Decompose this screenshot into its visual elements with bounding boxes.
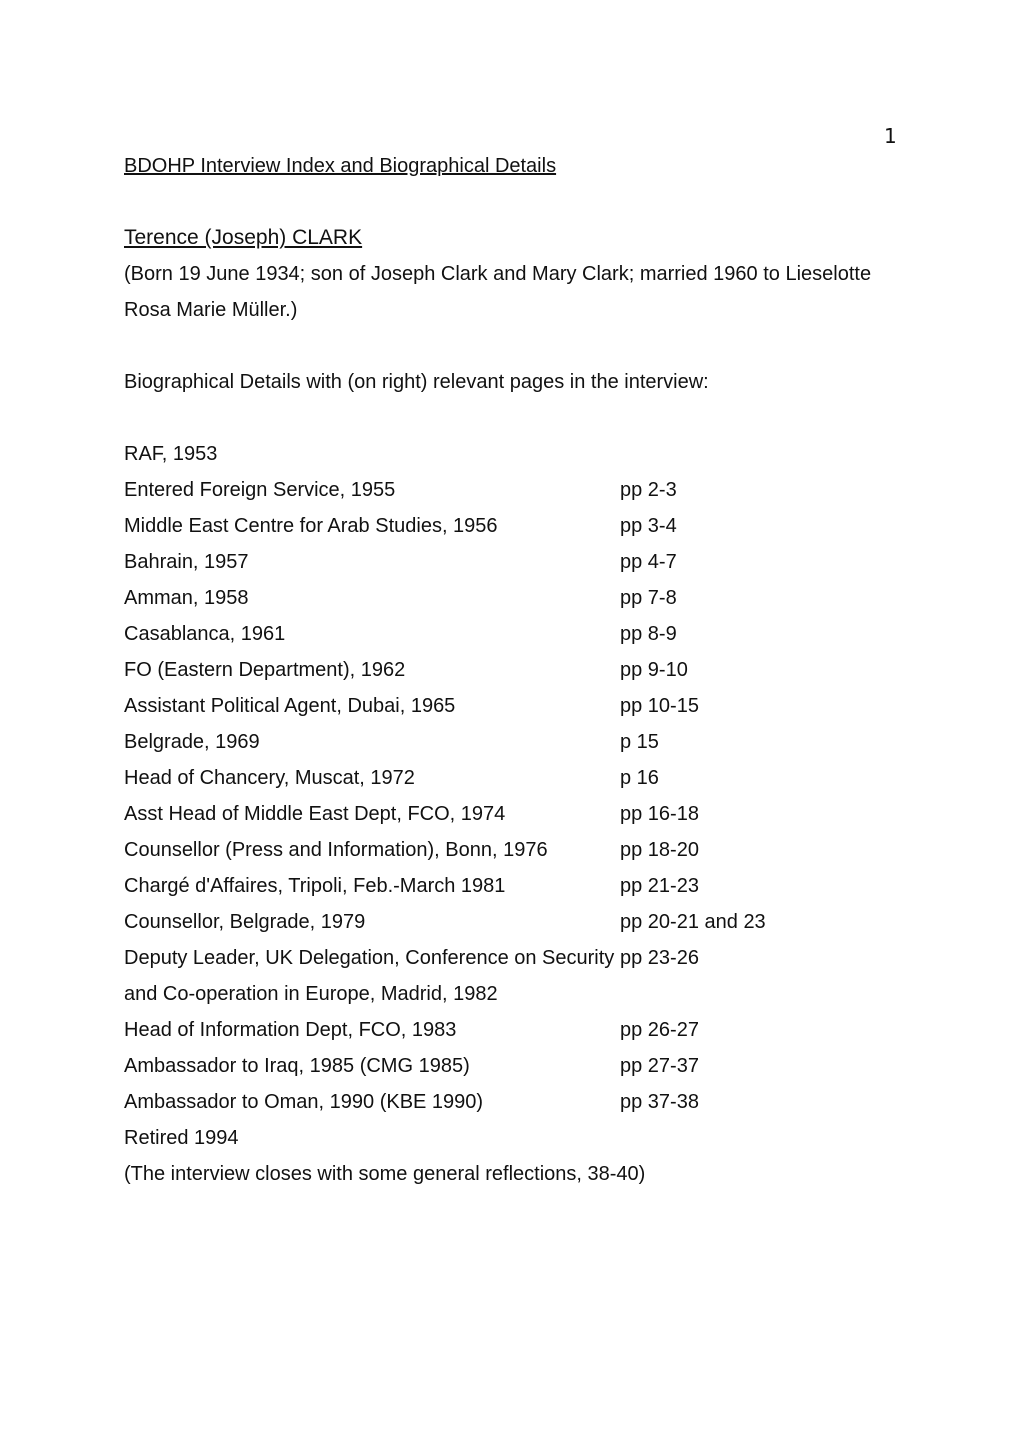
document-body [124,148,904,1192]
career-row [124,1048,904,1084]
career-list [124,436,904,1156]
career-pages: pp 23-26 [620,947,699,969]
career-description: Deputy Leader, UK Delegation, Conference on Security and Co-operation in Europe, Madrid, 1982 [124,947,615,1005]
career-row [124,868,904,904]
career-row [124,904,904,940]
career-description: Head of Information Dept, FCO, 1983 [124,1019,457,1041]
page-number: 1 [884,124,897,148]
career-row [124,1012,904,1048]
career-pages: pp 9-10 [620,659,688,681]
person-name: Terence (Joseph) CLARK [124,226,363,249]
career-row [124,760,904,796]
career-pages: pp 4-7 [620,551,677,573]
career-pages: pp 3-4 [620,515,677,537]
career-row [124,940,904,1012]
career-pages: p 16 [620,767,659,789]
career-row [124,796,904,832]
career-row [124,616,904,652]
career-description: Middle East Centre for Arab Studies, 1956 [124,515,498,537]
career-description: Assistant Political Agent, Dubai, 1965 [124,695,456,717]
career-description: Belgrade, 1969 [124,731,260,753]
career-pages: pp 27-37 [620,1055,699,1077]
career-pages: pp 7-8 [620,587,677,609]
career-pages: pp 18-20 [620,839,699,861]
career-pages: pp 2-3 [620,479,677,501]
career-description: Ambassador to Oman, 1990 (KBE 1990) [124,1091,484,1113]
career-description: Casablanca, 1961 [124,623,286,645]
career-pages: pp 20-21 and 23 [620,911,766,933]
document-title: BDOHP Interview Index and Biographical Details [124,155,557,177]
career-row [124,1084,904,1120]
closing-note: (The interview closes with some general reflections, 38-40) [124,1163,646,1185]
career-pages: pp 16-18 [620,803,699,825]
career-row [124,580,904,616]
career-row [124,436,904,472]
career-row [124,1120,904,1156]
career-pages: pp 26-27 [620,1019,699,1041]
career-description: Head of Chancery, Muscat, 1972 [124,767,415,789]
career-row [124,508,904,544]
career-description: Ambassador to Iraq, 1985 (CMG 1985) [124,1055,470,1077]
career-row [124,724,904,760]
career-description: Bahrain, 1957 [124,551,249,573]
career-row [124,832,904,868]
career-description: Counsellor (Press and Information), Bonn, 1976 [124,839,548,861]
career-pages: pp 37-38 [620,1091,699,1113]
career-description: FO (Eastern Department), 1962 [124,659,406,681]
career-row [124,688,904,724]
career-row [124,652,904,688]
birth-note: (Born 19 June 1934; son of Joseph Clark and Mary Clark; married 1960 to Lieselotte Rosa Marie Müller.) [124,263,872,321]
career-description: Counsellor, Belgrade, 1979 [124,911,366,933]
career-pages: pp 10-15 [620,695,699,717]
career-description: Chargé d'Affaires, Tripoli, Feb.-March 1981 [124,875,506,897]
career-row [124,544,904,580]
career-pages: pp 8-9 [620,623,677,645]
career-pages: pp 21-23 [620,875,699,897]
career-description: Entered Foreign Service, 1955 [124,479,396,501]
career-description: RAF, 1953 [124,443,218,465]
career-description: Retired 1994 [124,1127,239,1149]
career-description: Amman, 1958 [124,587,249,609]
career-pages: p 15 [620,731,659,753]
intro-text: Biographical Details with (on right) relevant pages in the interview: [124,371,709,393]
career-row [124,472,904,508]
career-description: Asst Head of Middle East Dept, FCO, 1974 [124,803,506,825]
